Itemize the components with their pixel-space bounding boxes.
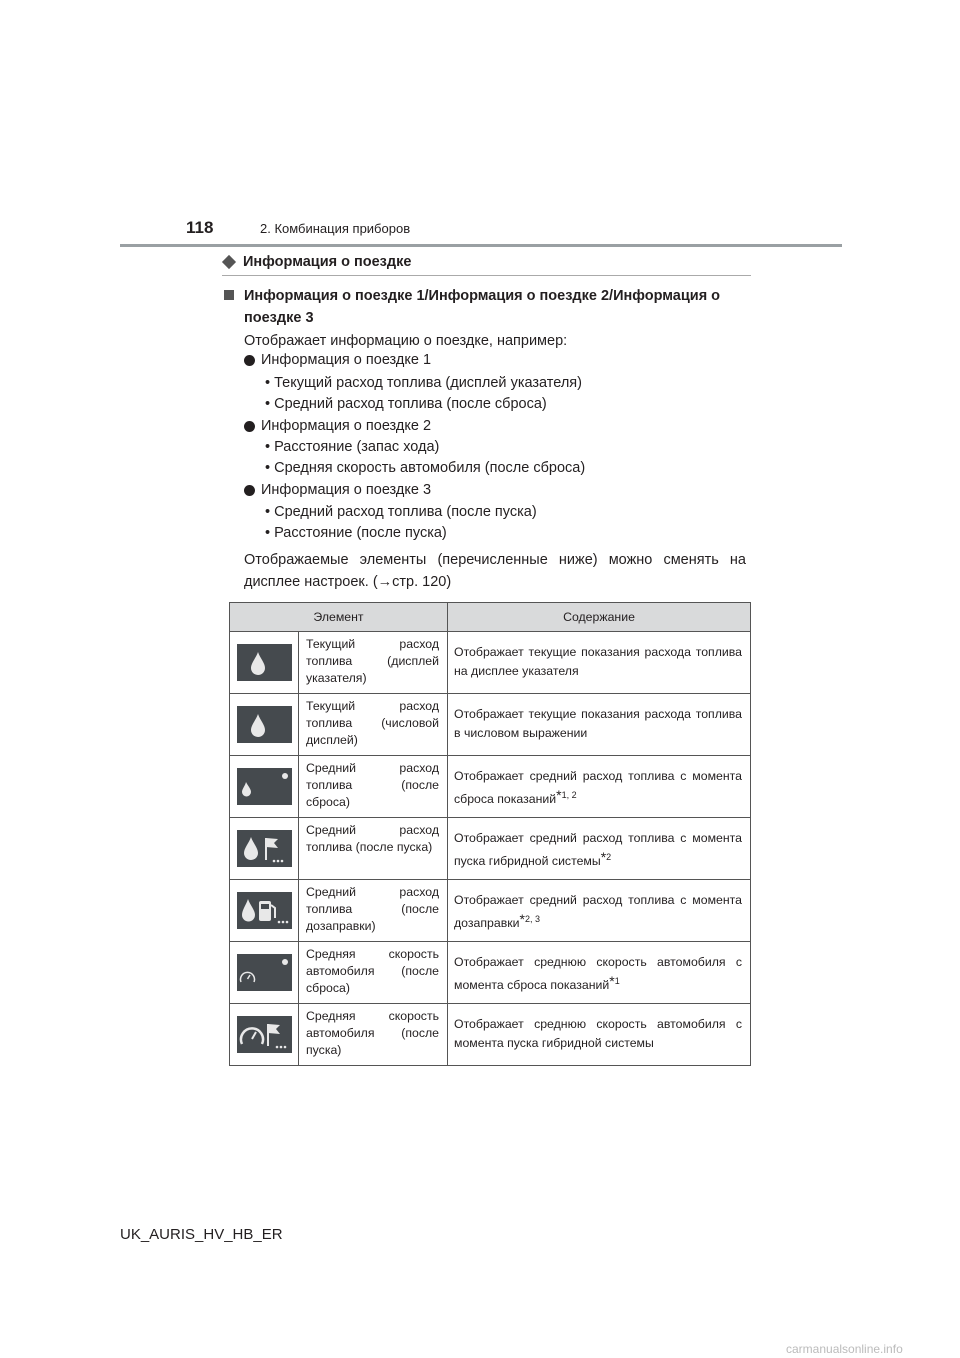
fuel-drop-pump-icon [237,892,292,929]
group-title-text: Информация о поездке 2 [261,418,432,434]
bullet-dot-icon [244,421,255,432]
footnote-star: * [609,973,615,989]
fuel-drop-icon [237,644,292,681]
list-item: • Текущий расход топлива (дисплей указателя) [265,375,582,391]
page-number: 118 [186,218,214,237]
list-item: • Средний расход топлива (после сброса) [265,396,547,412]
list-item: • Расстояние (запас хода) [265,439,440,455]
settings-note-line: Отображаемые элементы (перечисленные ниже) можно сменять на [244,552,746,568]
table-row [230,818,751,880]
description-text: Отображает текущие показания расхода топлива на дисплее указателя [454,645,742,678]
icon-cell [230,632,299,694]
description-text: Отображает среднюю скорость автомобиля с момента пуска гибридной системы [454,1017,742,1050]
element-description [448,756,751,818]
element-name: Текущий расход топлива (дисплей указателя) [299,632,448,694]
document-code: UK_AURIS_HV_HB_ER [120,1226,283,1243]
description-text: Отображает средний расход топлива с момента сброса показаний [454,769,742,806]
description-text: Отображает среднюю скорость автомобиля с момента сброса показаний [454,955,742,992]
footnote-ref: 1, 2 [561,790,577,800]
section-heading [222,254,411,270]
element-name: Текущий расход топлива (числовой дисплей) [299,694,448,756]
list-item: • Расстояние (после пуска) [265,525,447,541]
group-title-3 [244,482,431,498]
bullet-dot-icon [244,485,255,496]
fuel-drop-icon [237,706,292,743]
section-divider [222,275,751,276]
trip-info-table [229,602,751,1066]
diamond-bullet-icon [222,255,236,269]
bullet-dot-icon [244,355,255,366]
icon-cell [230,756,299,818]
element-description [448,694,751,756]
description-text: Отображает средний расход топлива с момента пуска гибридной системы [454,831,742,868]
column-header-content: Содержание [448,603,751,632]
list-item-text: Расстояние (после пуска) [274,525,447,541]
icon-cell [230,694,299,756]
element-description [448,942,751,1004]
table-row [230,694,751,756]
subsection-title: Информация о поездке 1/Информация о поездке 2/Информация о поездке 3 [244,288,721,326]
list-item: • Средняя скорость автомобиля (после сброса) [265,460,586,476]
element-description [448,818,751,880]
icon-cell [230,818,299,880]
footnote-star: * [519,911,525,927]
fuel-drop-flag-icon [237,830,292,867]
footnote-ref: 2 [606,852,612,862]
table-row [230,632,751,694]
watermark: carmanualsonline.info [786,1342,903,1356]
group-title-text: Информация о поездке 3 [261,482,432,498]
footnote-star: * [556,787,562,803]
element-name: Средняя скорость автомобиля (после пуска) [299,1004,448,1066]
list-item-text: Средний расход топлива (после сброса) [274,396,547,412]
list-item: • Средний расход топлива (после пуска) [265,504,537,520]
header-divider [120,244,842,247]
icon-cell [230,942,299,1004]
group-title-1 [244,352,431,368]
element-description [448,1004,751,1066]
icon-cell [230,1004,299,1066]
group-title-2 [244,418,431,434]
element-name: Средний расход топлива (после пуска) [299,818,448,880]
footnote-ref: 2, 3 [524,914,540,924]
square-bullet-icon [224,290,234,300]
group-title-text: Информация о поездке 1 [261,352,432,368]
icon-cell [230,880,299,942]
fuel-drop-reset-icon [237,768,292,805]
list-item-text: Текущий расход топлива (дисплей указателя) [274,375,582,391]
running-title: 2. Комбинация приборов [260,221,411,236]
element-name: Средний расход топлива (после сброса) [299,756,448,818]
list-item-text: Средняя скорость автомобиля (после сброса) [274,460,586,476]
element-name: Средняя скорость автомобиля (после сброса) [299,942,448,1004]
table-row [230,756,751,818]
speedometer-reset-icon [237,954,292,991]
list-item-text: Средний расход топлива (после пуска) [274,504,537,520]
intro-text: Отображает информацию о поездке, например: [244,333,568,349]
list-item-text: Расстояние (запас хода) [274,439,440,455]
footnote-ref: 1 [614,976,620,986]
element-description [448,880,751,942]
table-row [230,1004,751,1066]
description-text: Отображает средний расход топлива с момента дозаправки [454,893,742,930]
element-description [448,632,751,694]
table-row [230,942,751,1004]
settings-note-line: дисплее настроек. (→стр. 120) [244,574,452,590]
footnote-star: * [600,849,607,865]
column-header-element: Элемент [230,603,448,632]
settings-note [244,549,746,593]
subsection-heading [222,285,750,329]
section-title: Информация о поездке [243,254,412,270]
speedometer-flag-icon [237,1016,292,1053]
element-name: Средний расход топлива (после дозаправки) [299,880,448,942]
table-row [230,880,751,942]
description-text: Отображает текущие показания расхода топлива в числовом выражении [454,707,742,740]
table-header-row [230,603,751,632]
